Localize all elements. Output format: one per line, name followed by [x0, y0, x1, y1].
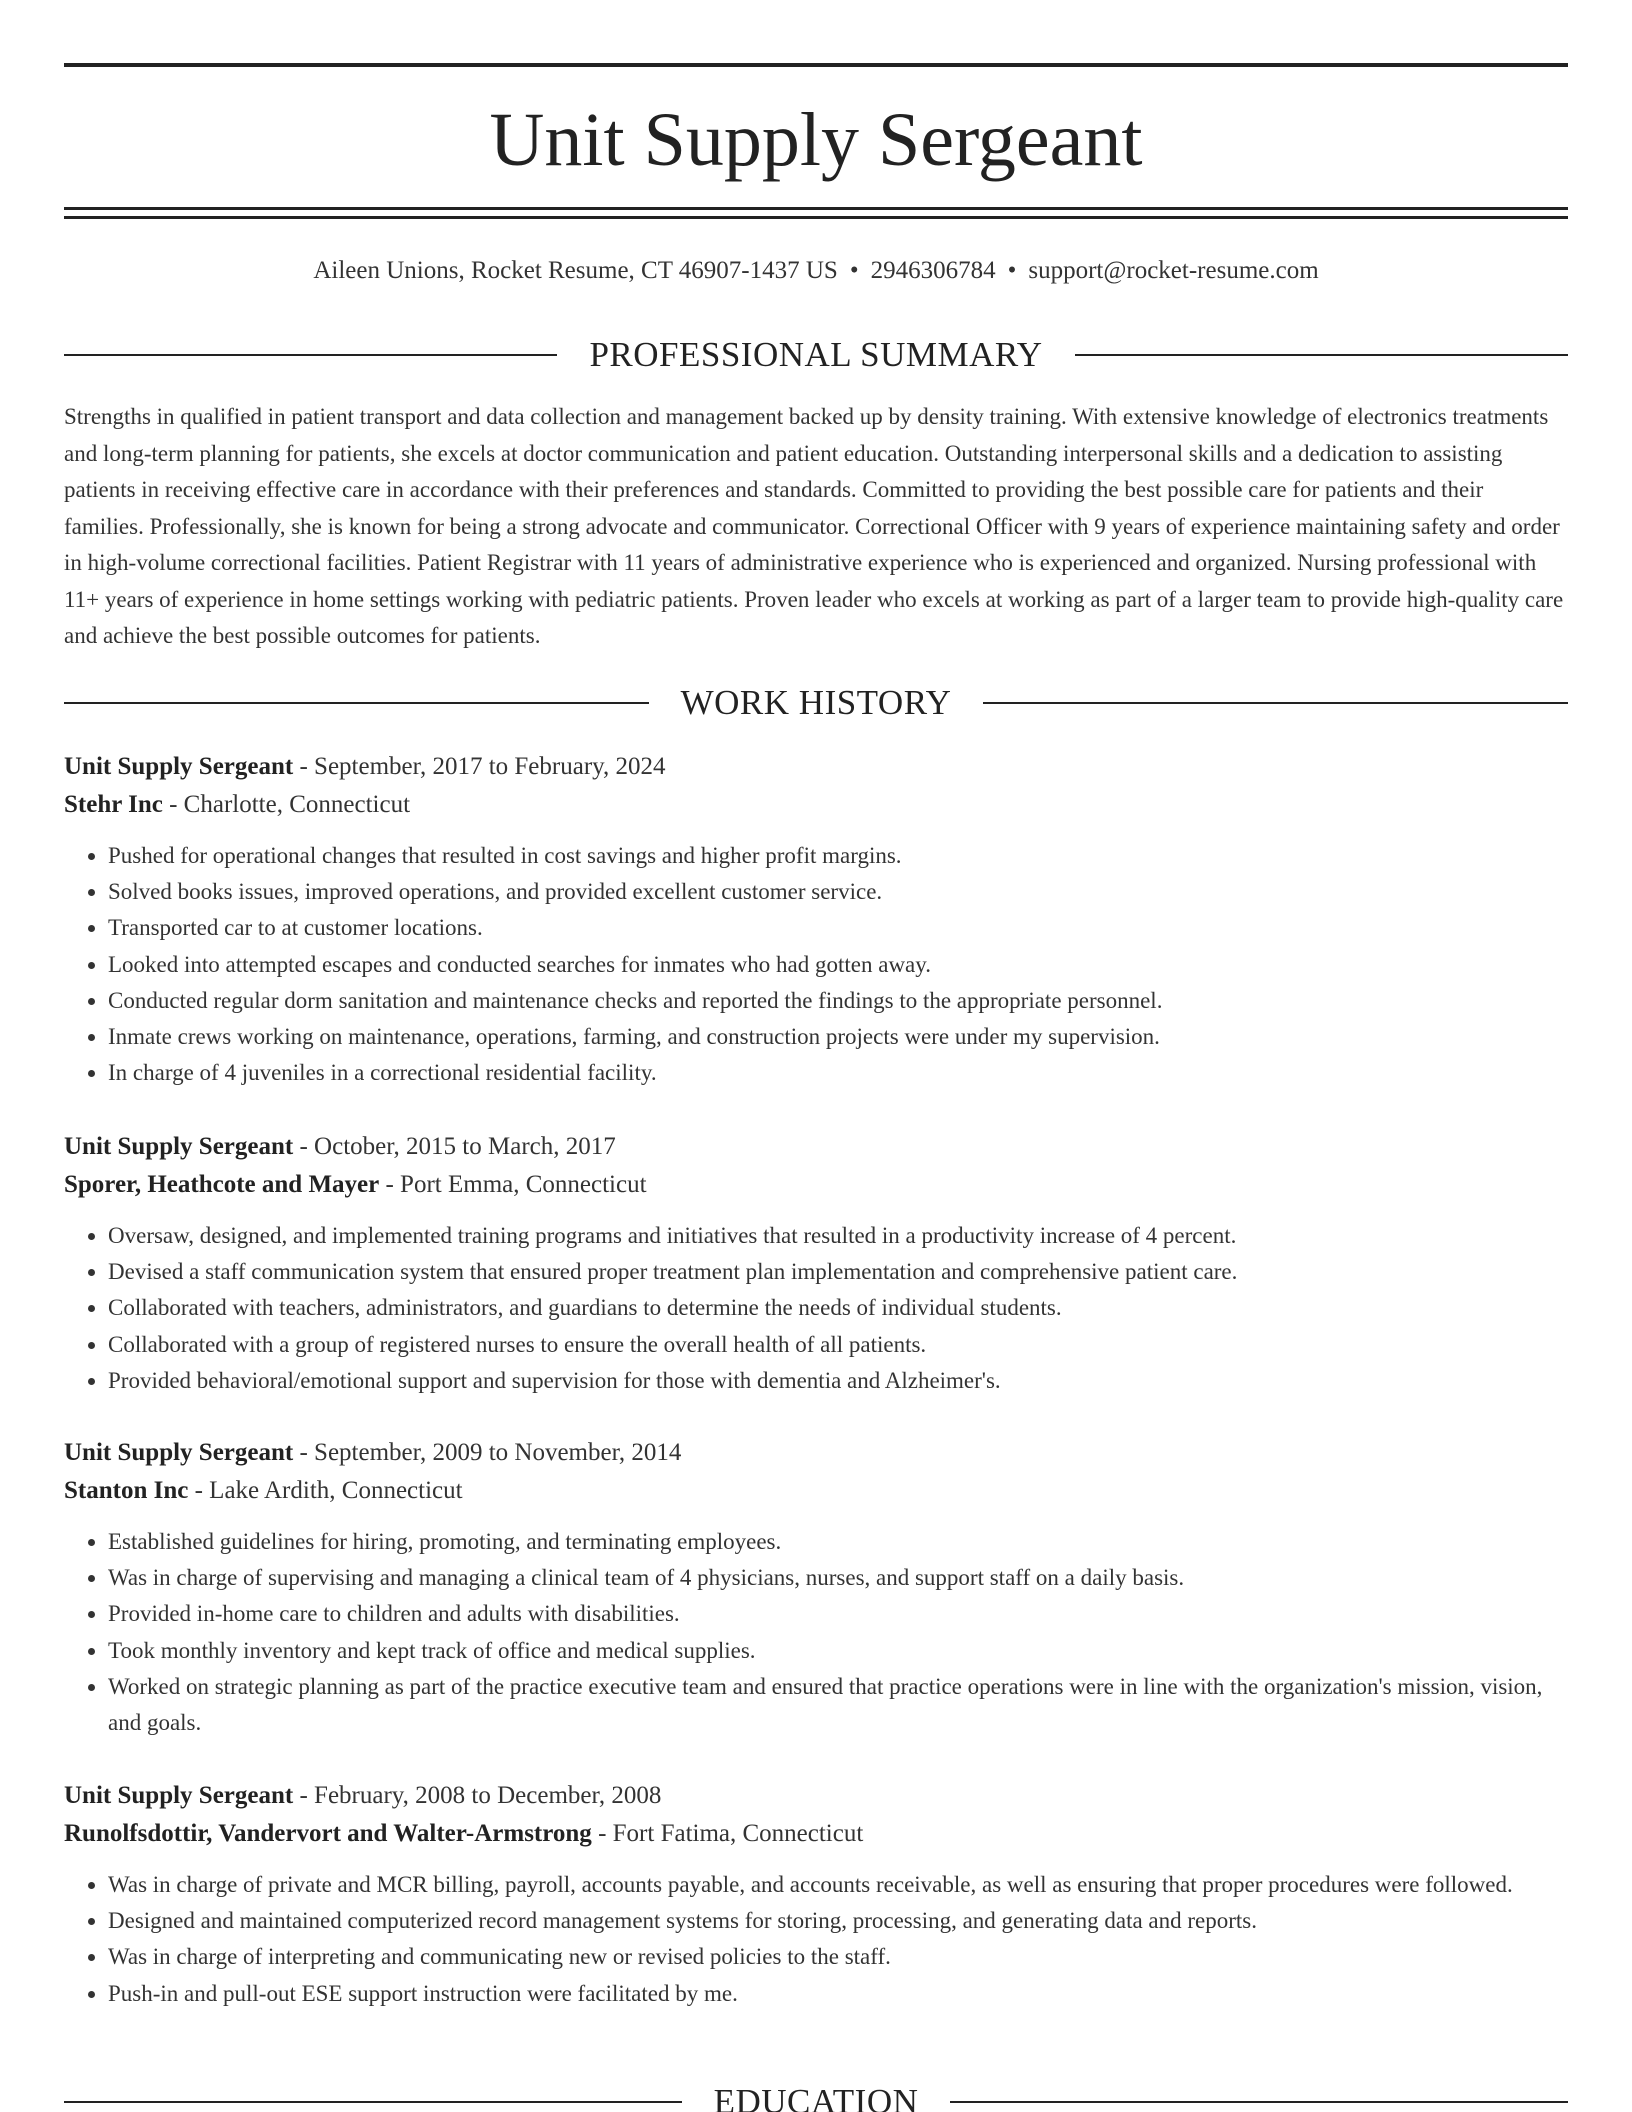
header-double-rule-lower	[64, 216, 1568, 219]
job-location: - Port Emma, Connecticut	[379, 1171, 647, 1198]
job-bullet-list	[64, 1867, 1568, 2012]
job-bullet: • Designed and maintained computerized record management systems for storing, processing, and generating data and reports.	[108, 1903, 1568, 1939]
contact-separator: •	[849, 257, 859, 284]
job-entry	[64, 748, 1568, 1091]
header-top-rule	[64, 63, 1568, 67]
heading-rule-right	[950, 2101, 1568, 2103]
job-company: Stanton Inc	[64, 1477, 189, 1504]
job-title: Unit Supply Sergeant	[64, 753, 294, 780]
job-bullet-list	[64, 1524, 1568, 1741]
section-heading-summary	[64, 333, 1568, 377]
job-bullet: • Push-in and pull-out ESE support instruction were facilitated by me.	[108, 1976, 1568, 2012]
heading-rule-left	[64, 354, 557, 356]
job-bullet: • Collaborated with a group of registered nurses to ensure the overall health of all patients.	[108, 1327, 1568, 1363]
job-bullet: • Oversaw, designed, and implemented training programs and initiatives that resulted in a productivity increase of 4 percent.	[108, 1218, 1568, 1254]
heading-rule-right	[1075, 354, 1568, 356]
job-bullet: • Pushed for operational changes that resulted in cost savings and higher profit margins.	[108, 838, 1568, 874]
job-bullet: • Solved books issues, improved operations, and provided excellent customer service.	[108, 874, 1568, 910]
job-bullet: • Devised a staff communication system that ensured proper treatment plan implementation and comprehensive patient care.	[108, 1254, 1568, 1290]
section-heading-work-history	[64, 681, 1568, 725]
job-bullet: • Was in charge of interpreting and communicating new or revised policies to the staff.	[108, 1939, 1568, 1975]
job-bullet: • Inmate crews working on maintenance, operations, farming, and construction projects were under my supervision.	[108, 1019, 1568, 1055]
job-bullet: • Worked on strategic planning as part of the practice executive team and ensured that practice operations were in line with the organization's mission, vision, and goals.	[108, 1669, 1568, 1741]
job-location: - Lake Ardith, Connecticut	[188, 1477, 463, 1504]
job-company: Runolfsdottir, Vandervort and Walter-Armstrong	[64, 1820, 592, 1847]
header-double-rule-upper	[64, 207, 1568, 210]
job-bullet: • Looked into attempted escapes and conducted searches for inmates who had gotten away.	[108, 947, 1568, 983]
job-company: Stehr Inc	[64, 791, 163, 818]
job-title: Unit Supply Sergeant	[64, 1782, 294, 1809]
resume-title: Unit Supply Sergeant	[489, 98, 1143, 182]
job-title: Unit Supply Sergeant	[64, 1439, 294, 1466]
job-company-line	[64, 786, 1568, 824]
job-bullet: • Conducted regular dorm sanitation and maintenance checks and reported the findings to the appropriate personnel.	[108, 983, 1568, 1019]
job-company: Sporer, Heathcote and Mayer	[64, 1171, 380, 1198]
heading-rule-right	[983, 702, 1568, 704]
job-bullet: • Established guidelines for hiring, promoting, and terminating employees.	[108, 1524, 1568, 1560]
contact-address: Aileen Unions, Rocket Resume, CT 46907-1437 US	[313, 257, 838, 284]
job-company-line	[64, 1472, 1568, 1510]
job-company-line	[64, 1815, 1568, 1853]
job-dates: - September, 2017 to February, 2024	[293, 753, 666, 780]
section-title: WORK HISTORY	[680, 683, 952, 722]
job-location: - Charlotte, Connecticut	[162, 791, 411, 818]
job-bullet: • Took monthly inventory and kept track of office and medical supplies.	[108, 1633, 1568, 1669]
job-location: - Fort Fatima, Connecticut	[591, 1820, 864, 1847]
heading-rule-left	[64, 702, 649, 704]
job-bullet: • In charge of 4 juveniles in a correctional residential facility.	[108, 1055, 1568, 1091]
section-title: PROFESSIONAL SUMMARY	[589, 335, 1043, 374]
job-title-line	[64, 1434, 1568, 1472]
job-bullet: • Was in charge of supervising and managing a clinical team of 4 physicians, nurses, and support staff on a daily basis.	[108, 1560, 1568, 1596]
job-bullet: • Provided behavioral/emotional support and supervision for those with dementia and Alzheimer's.	[108, 1363, 1568, 1399]
job-bullet: • Was in charge of private and MCR billing, payroll, accounts payable, and accounts receivable, as well as ensuring that proper procedures were followed.	[108, 1867, 1568, 1903]
job-entry	[64, 1434, 1568, 1741]
professional-summary-text: Strengths in qualified in patient transport and data collection and management backed up by density training. With extensive knowledge of electronics treatments and long-term planning for patients, she excels at doctor communication and patient education. Outstanding interpersonal skills and a dedication to assisting patients in receiving effective care in accordance with their preferences and standards. Committed to providing the best possible care for patients and their families. Professionally, she is known for being a strong advocate and communicator. Correctional Officer with 9 years of experience maintaining safety and order in high-volume correctional facilities. Patient Registrar with 11 years of administrative experience who is experienced and organized. Nursing professional with 11+ years of experience in home settings working with pediatric patients. Proven leader who excels at working as part of a larger team to provide high-quality care and achieve the best possible outcomes for patients.	[64, 404, 1564, 648]
job-title-line	[64, 748, 1568, 786]
job-bullet: • Collaborated with teachers, administrators, and guardians to determine the needs of individual students.	[108, 1290, 1568, 1326]
job-bullet-list	[64, 1218, 1568, 1399]
contact-email: support@rocket-resume.com	[1028, 257, 1319, 284]
job-company-line	[64, 1166, 1568, 1204]
section-heading-education	[64, 2080, 1568, 2112]
job-title-line	[64, 1777, 1568, 1815]
contact-line	[64, 254, 1568, 288]
contact-separator: •	[1007, 257, 1017, 284]
job-bullet: • Provided in-home care to children and adults with disabilities.	[108, 1596, 1568, 1632]
job-bullet: • Transported car to at customer locations.	[108, 910, 1568, 946]
job-dates: - February, 2008 to December, 2008	[293, 1782, 662, 1809]
job-title-line	[64, 1128, 1568, 1166]
job-dates: - October, 2015 to March, 2017	[293, 1133, 616, 1160]
job-title: Unit Supply Sergeant	[64, 1133, 294, 1160]
contact-phone: 2946306784	[870, 257, 996, 284]
job-dates: - September, 2009 to November, 2014	[293, 1439, 682, 1466]
job-bullet-list	[64, 838, 1568, 1091]
heading-rule-left	[64, 2101, 682, 2103]
job-entry	[64, 1128, 1568, 1399]
section-title: EDUCATION	[713, 2082, 919, 2112]
job-entry	[64, 1777, 1568, 2012]
